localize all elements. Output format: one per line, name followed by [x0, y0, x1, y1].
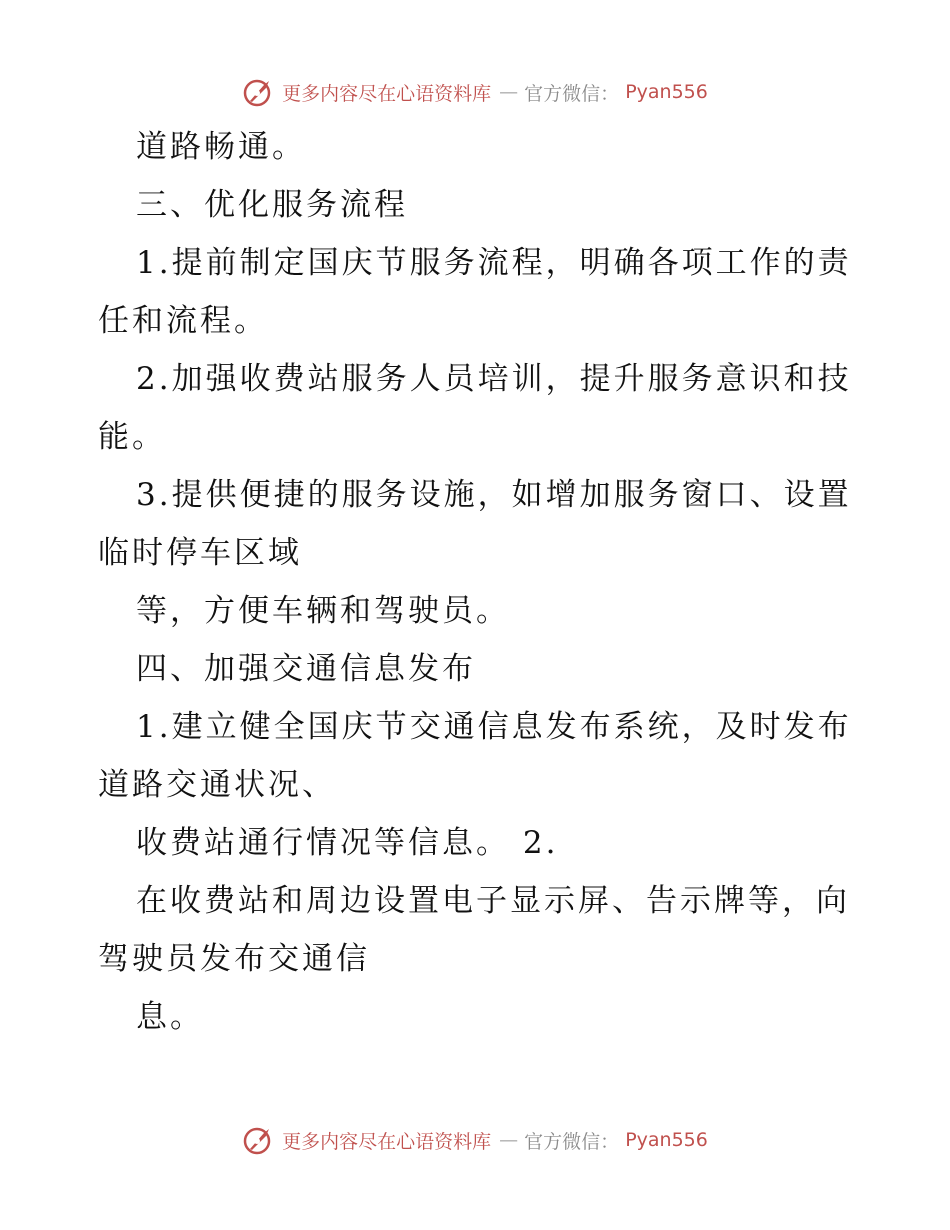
- body-line: 1.建立健全国庆节交通信息发布系统，及时发布: [136, 709, 852, 745]
- body-line: 息。: [136, 999, 204, 1035]
- pen-logo-icon: [242, 75, 276, 109]
- document-body: [98, 118, 858, 1046]
- watermark-wechat-label: 官方微信：: [524, 1130, 620, 1153]
- watermark-wechat-id: Pyan556: [625, 81, 708, 103]
- watermark-text: 更多内容尽在心语资料库: [282, 1130, 492, 1153]
- watermark-dash: —: [499, 81, 517, 103]
- body-line: 收费站通行情况等信息。 2.: [136, 825, 559, 861]
- body-line: 1.提前制定国庆节服务流程，明确各项工作的责: [136, 245, 852, 281]
- body-line: 道路交通状况、: [98, 767, 336, 803]
- body-line: 2.加强收费站服务人员培训，提升服务意识和技: [136, 361, 852, 397]
- watermark-dash: —: [499, 1129, 517, 1151]
- body-line: 驾驶员发布交通信: [98, 941, 370, 977]
- section-heading: 四、加强交通信息发布: [136, 651, 476, 687]
- watermark-wechat-id: Pyan556: [625, 1129, 708, 1151]
- body-line: 能。: [98, 419, 166, 455]
- watermark-wechat-label: 官方微信：: [524, 82, 620, 105]
- body-line: 任和流程。: [98, 303, 268, 339]
- watermark-text: 更多内容尽在心语资料库: [282, 82, 492, 105]
- pen-logo-icon: [242, 1123, 276, 1157]
- body-line: 在收费站和周边设置电子显示屏、告示牌等，向: [136, 883, 850, 919]
- body-line: 等，方便车辆和驾驶员。: [136, 593, 510, 629]
- body-line: 临时停车区域: [98, 535, 302, 571]
- body-line: 3.提供便捷的服务设施，如增加服务窗口、设置: [136, 477, 852, 513]
- body-line: 道路畅通。: [136, 129, 306, 165]
- footer-watermark: [0, 1120, 950, 1160]
- section-heading: 三、优化服务流程: [136, 187, 408, 223]
- header-watermark: [0, 72, 950, 112]
